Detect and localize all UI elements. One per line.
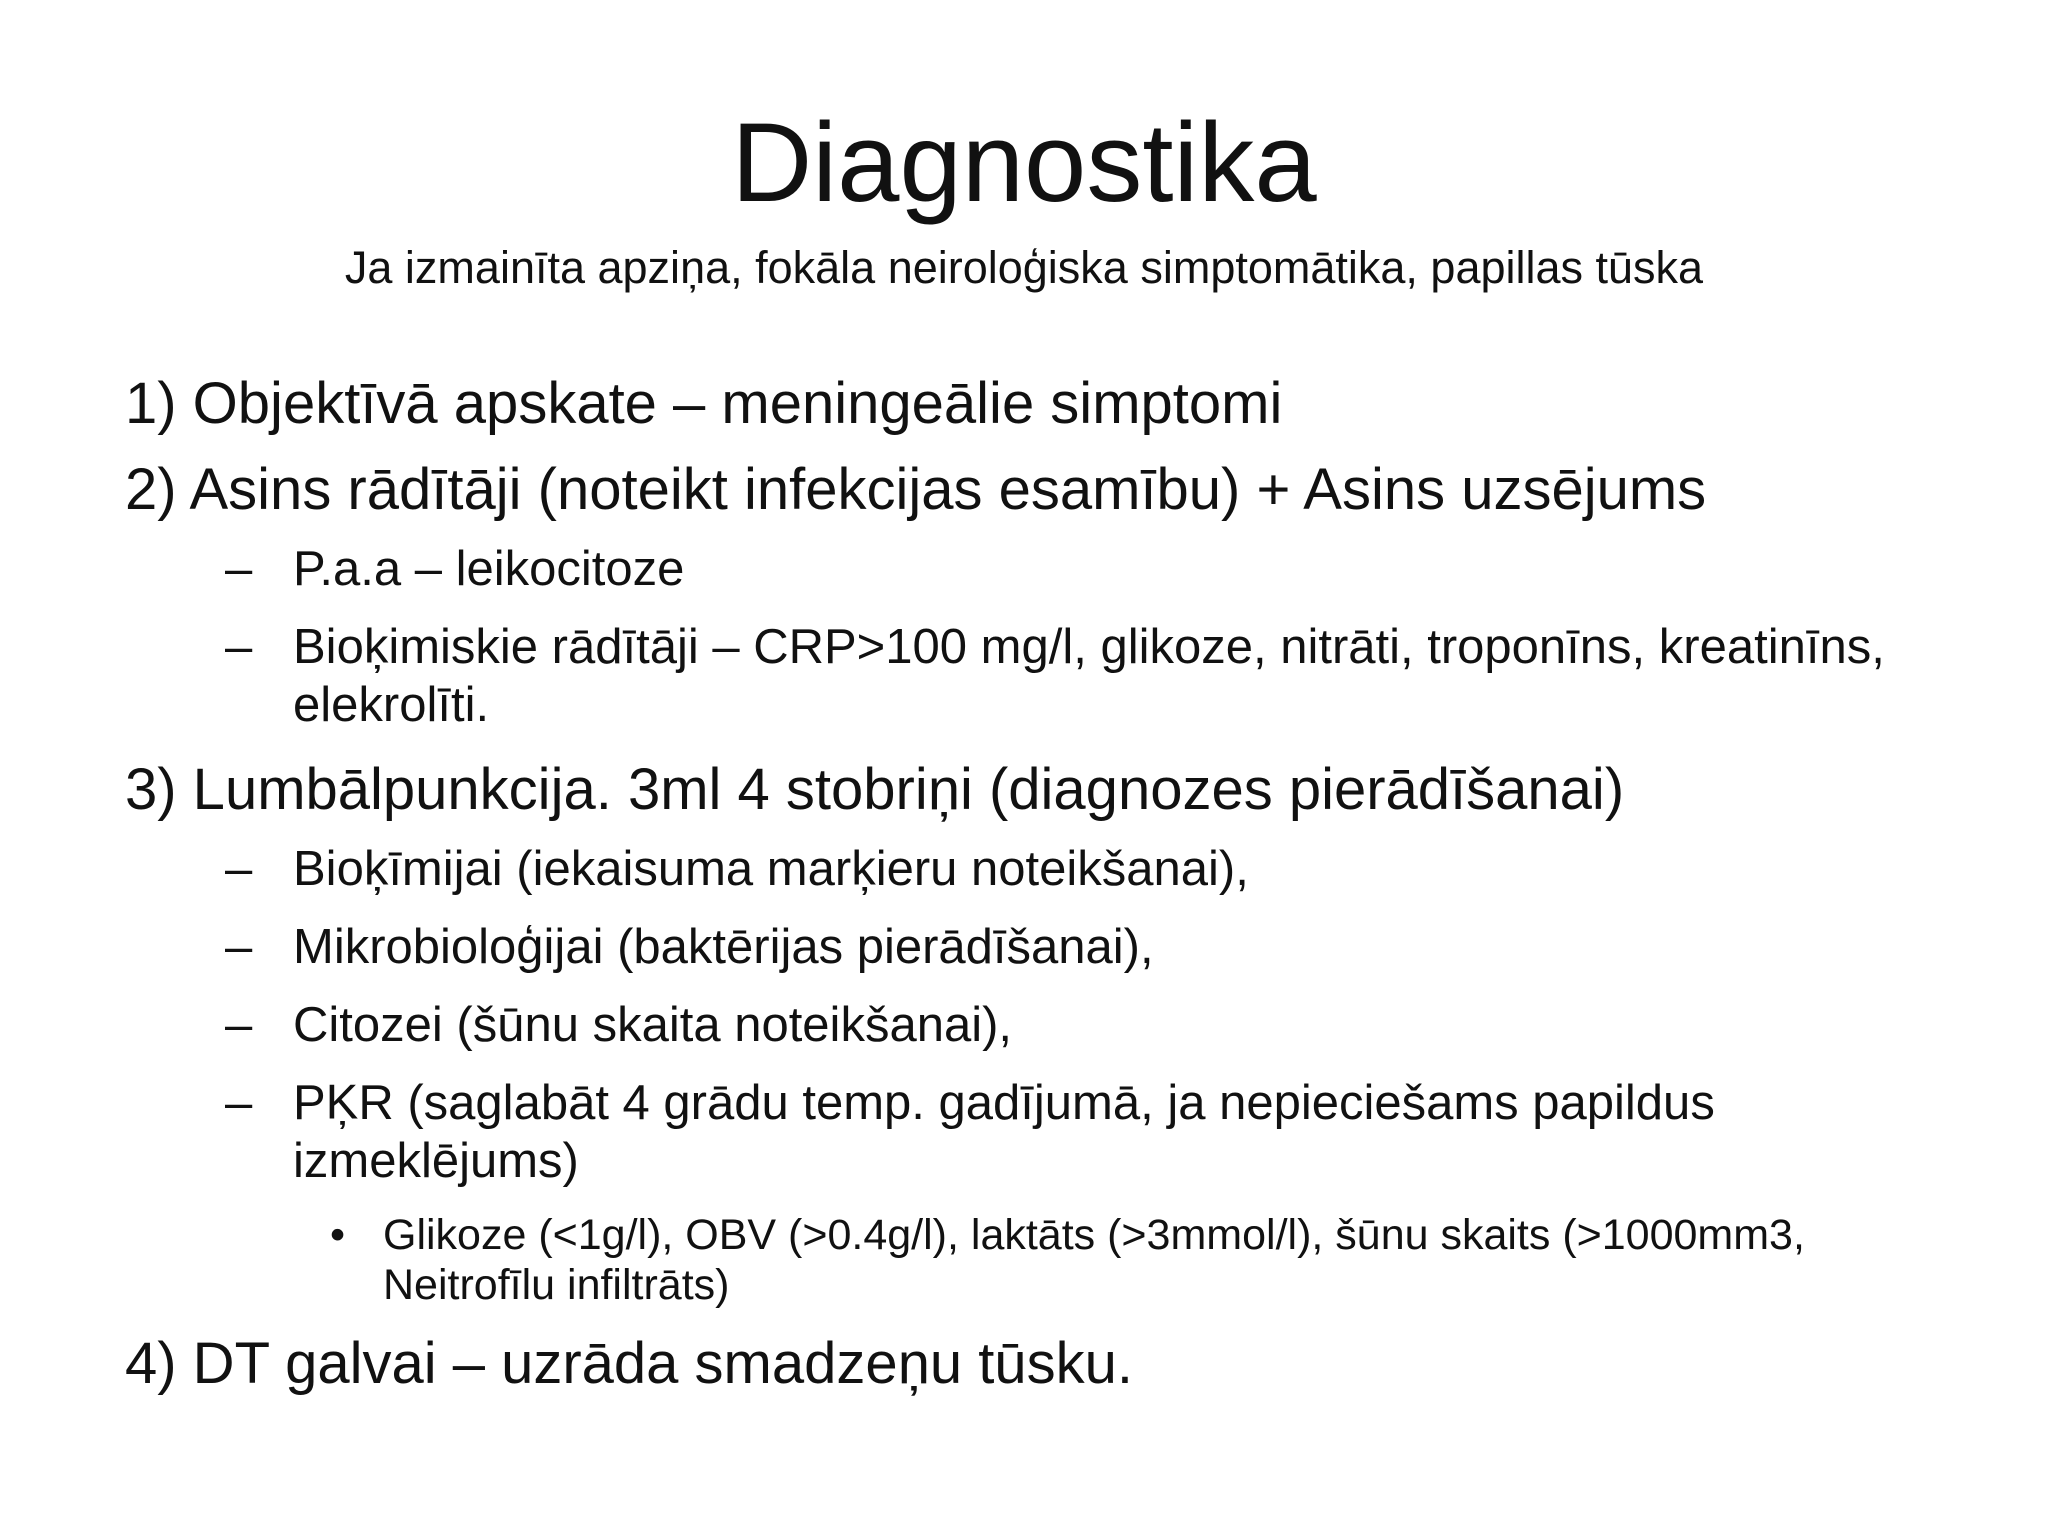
list-subitem <box>125 540 1985 598</box>
slide-content <box>125 368 1985 1414</box>
list-subitem <box>125 918 1985 976</box>
dash-bullet: – <box>225 620 253 674</box>
dash-bullet: – <box>225 998 253 1052</box>
list-item: 3) Lumbālpunkcija. 3ml 4 stobriņi (diagnozes pierādīšanai) <box>125 757 1625 822</box>
list-item: 1) Objektīvā apskate – meningeālie simptomi <box>125 371 1283 436</box>
list-subitem <box>125 996 1985 1054</box>
list-subitem <box>125 618 1985 734</box>
list-subitem <box>125 840 1985 898</box>
list-subsubitem <box>125 1210 1985 1310</box>
slide-subtitle: Ja izmainīta apziņa, fokāla neiroloģiska simptomātika, papillas tūska <box>344 242 1704 293</box>
slide-title: Diagnostika <box>731 100 1317 225</box>
list-subitem-text: Citozei (šūnu skaita noteikšanai), <box>293 998 1013 1052</box>
dot-bullet: • <box>330 1211 346 1259</box>
list-subitem-text: PĶR (saglabāt 4 grādu temp. gadījumā, ja nepieciešams papildus izmeklējums) <box>293 1076 1715 1188</box>
list-subitem-text: Bioķīmijai (iekaisuma marķieru noteikšanai), <box>293 842 1249 896</box>
dash-bullet: – <box>225 920 253 974</box>
dash-bullet: – <box>225 542 253 596</box>
list-subsubitem-text: Glikoze (<1g/l), OBV (>0.4g/l), laktāts (>3mmol/l), šūnu skaits (>1000mm3, Neitrofīlu infiltrāts) <box>383 1211 1805 1309</box>
list-item: 2) Asins rādītāji (noteikt infekcijas esamību) + Asins uzsējums <box>125 457 1707 522</box>
list-subitem-text: Bioķimiskie rādītāji – CRP>100 mg/l, glikoze, nitrāti, troponīns, kreatinīns, elekrolīti. <box>293 620 1885 732</box>
list-subitem <box>125 1074 1985 1190</box>
list-subitem-text: Mikrobioloģijai (baktērijas pierādīšanai), <box>293 920 1154 974</box>
dash-bullet: – <box>225 842 253 896</box>
list-subitem-text: P.a.a – leikocitoze <box>293 542 685 596</box>
list-item: 4) DT galvai – uzrāda smadzeņu tūsku. <box>125 1331 1134 1396</box>
dash-bullet: – <box>225 1076 253 1130</box>
